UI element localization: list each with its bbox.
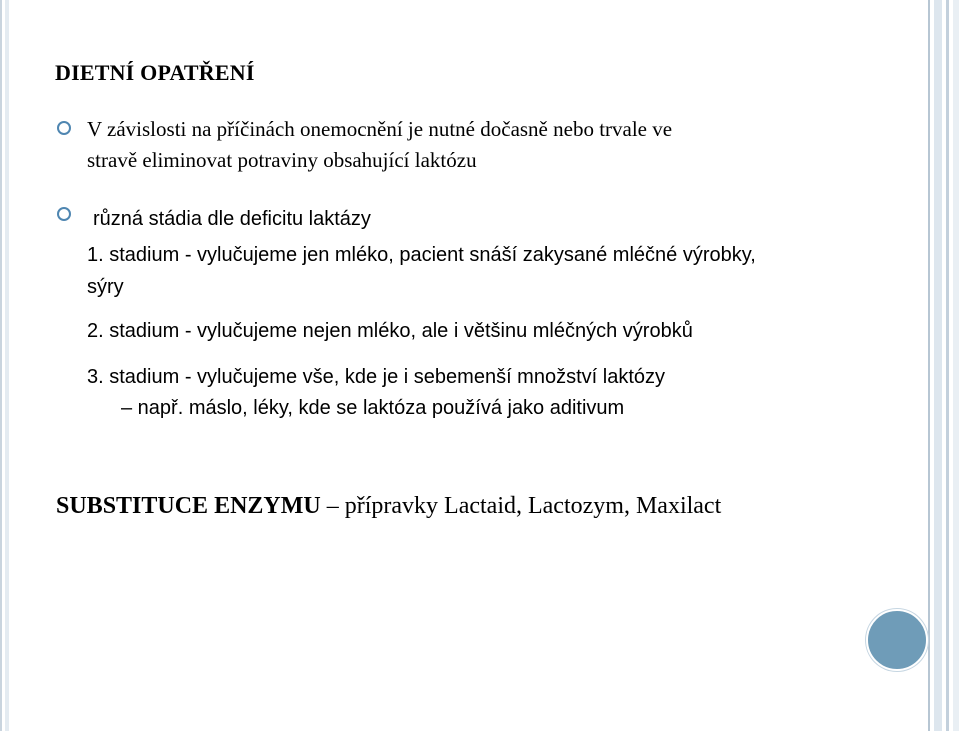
decorative-circle: [866, 609, 928, 671]
left-border-stripe: [0, 0, 2, 731]
left-border-stripe-inner: [5, 0, 9, 731]
bullet1-line1: V závislosti na příčinách onemocnění je nutné dočasně nebo trvale ve: [87, 117, 673, 141]
bullet-circle-icon: [57, 207, 71, 221]
stage2-line: 2. stadium - vylučujeme nejen mléko, ale i většinu mléčných výrobků: [87, 320, 693, 342]
stage1-line1: 1. stadium - vylučujeme jen mléko, pacient snáší zakysané mléčné výrobky,: [87, 244, 756, 266]
right-border-stripe: [946, 0, 949, 731]
substitution-text: – přípravky Lactaid, Lactozym, Maxilact: [320, 493, 722, 519]
bullet1-line2: stravě eliminovat potraviny obsahující laktózu: [87, 148, 477, 172]
right-border-stripe: [934, 0, 942, 731]
bullet2-title: různá stádia dle deficitu laktázy: [93, 208, 371, 230]
bullet-circle-icon: [57, 121, 71, 135]
substitution-label: SUBSTITUCE ENZYMU: [56, 493, 321, 519]
right-border-stripe: [928, 0, 930, 731]
substitution-paragraph: [56, 493, 721, 520]
right-border-stripe: [953, 0, 959, 731]
slide-title: DIETNÍ OPATŘENÍ: [55, 60, 255, 85]
stage3-line2: – např. máslo, léky, kde se laktóza používá jako aditivum: [121, 397, 625, 419]
stage3-line1: 3. stadium - vylučujeme vše, kde je i sebemenší množství laktózy: [87, 366, 666, 388]
stage1-line2: sýry: [87, 276, 124, 298]
